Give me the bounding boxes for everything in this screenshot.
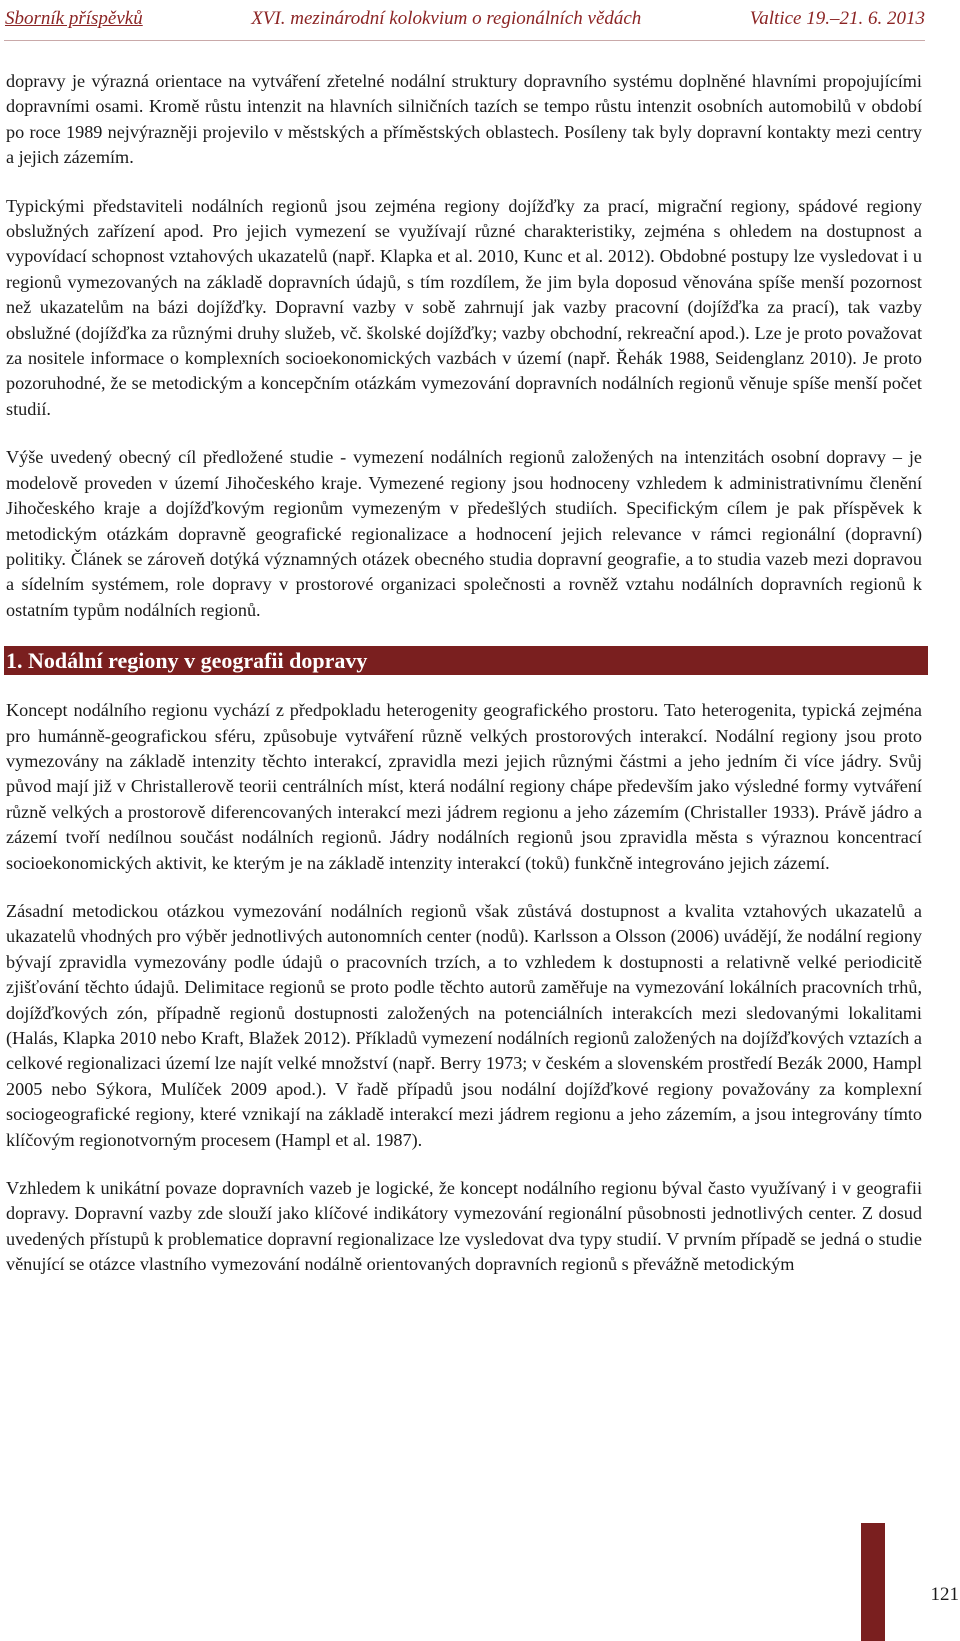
running-header [5, 7, 925, 31]
article-body [6, 69, 922, 1278]
header-colloquium-title: XVI. mezinárodní kolokvium o regionálních vědách [251, 8, 642, 29]
header-venue-date: Valtice 19.–21. 6. 2013 [749, 8, 925, 29]
decorative-side-bar [861, 1523, 885, 1641]
body-paragraph: Typickými představiteli nodálních regionů jsou zejména regiony dojížďky za prací, migrační regiony, spádové regiony obslužných zařízení apod. Pro jejich vymezení se využívají různé charakteristiky, zejména s ohledem na dostupnost a vypovídací schopnost vztahových ukazatelů (např. Klapka et al. 2010, Kunc et al. 2012). Obdobné postupy lze vysledovat i u regionů vymezovaných na základě dopravních údajů, s tím rozdílem, že jim byla doposud věnována spíše menší pozornost než ukazatelům na bázi dojížďky. Dopravní vazby v sobě zahrnují jak vazby pracovní (dojížďka za prací), tak vazby obslužné (dojížďka za různými druhy služeb, vč. školské dojížďky; vazby obchodní, rekreační apod.). Lze je proto považovat za nositele informace o komplexních socioekonomických vazbách v území (např. Řehák 1988, Seidenglanz 2010). Je proto pozoruhodné, že se metodickým a koncepčním otázkám vymezování dopravních nodálních regionů věnuje spíše menší počet studií. [6, 195, 922, 419]
body-paragraph: dopravy je výrazná orientace na vytváření zřetelné nodální struktury dopravního systému doplněné hlavními propojujícími dopravními osami. Kromě růstu intenzit na hlavních silničních tazích se tempo růstu intenzit osobních automobilů v období po roce 1989 nejvýrazněji projevilo v městských a příměstských oblastech. Posíleny tak byly dopravní kontakty mezi centry a jejich zázemím. [6, 71, 922, 168]
body-paragraph: Výše uvedený obecný cíl předložené studie - vymezení nodálních regionů založených na intenzitách osobní dopravy – je modelově proveden v území Jihočeského kraje. Vymezené regiony jsou hodnoceny vzhledem k administrativnímu členění Jihočeského kraje a dojížďkovým regionům vymezeným v předešlých studiích. Specifickým cílem je pak příspěvek k metodickým otázkám dopravně geografické regionalizace a hodnocení jejich relevance v rámci regionální (dopravní) politiky. Článek se zároveň dotýká významných otázek obecného studia dopravní geografie, a to studia vazeb mezi dopravou a sídelním systémem, role dopravy v prostorové organizaci společnosti a rovněž vztahu nodálních dopravních regionů k ostatním typům nodálních regionů. [6, 447, 922, 620]
section-heading: 1. Nodální regiony v geografii dopravy [4, 646, 928, 675]
body-paragraph: Vzhledem k unikátní povaze dopravních vazeb je logické, že koncept nodálního regionu býval často využívaný i v geografii dopravy. Dopravní vazby zde slouží jako klíčové indikátory vymezování regionální působnosti jednotlivých center. Z dosud uvedených přístupů k problematice dopravní regionalizace lze vysledovat dva typy studií. V prvním případě se jedná o studie věnující se otázce vlastního vymezování nodálně orientovaných dopravních regionů s převážně metodickým [6, 1178, 922, 1275]
header-proceedings-title: Sborník příspěvků [5, 8, 143, 29]
page-number: 121 [930, 1584, 959, 1605]
body-paragraph: Koncept nodálního regionu vychází z předpokladu heterogenity geografického prostoru. Tato heterogenita, typická zejména pro humánně-geografickou sféru, způsobuje vytváření různě velkých prostorových interakcí. Nodální regiony jsou proto vymezovány na základě intenzity těchto interakcí, zpravidla mezi jejich různými částmi a jeho jedním či více jádry. Svůj původ mají již v Christallerově teorii centrálních míst, která nodální regiony chápe především jako výsledné formy vytváření různě velkých a prostorově diferencovaných interakcí mezi jádrem regionu a jeho zázemím (Christaller 1933). Právě jádro a zázemí tvoří nedílnou součást nodálních regionů. Jádry nodálních regionů jsou zpravidla města s výraznou koncentrací socioekonomických aktivit, ke kterým je na základě intenzity interakcí (toků) funkčně integrováno jejich zázemí. [6, 700, 922, 873]
header-divider [4, 40, 925, 41]
body-paragraph: Zásadní metodickou otázkou vymezování nodálních regionů však zůstává dostupnost a kvalita vztahových ukazatelů a ukazatelů vhodných pro výběr jednotlivých autonomních center (nodů). Karlsson a Olsson (2006) uvádějí, že nodální regiony bývají zpravidla vymezovány podle údajů o pracovních trzích, a to vzhledem k dostupnosti a relativně velké periodicitě zjišťování těchto údajů. Delimitace regionů se proto podle těchto autorů zaměřuje na vymezování lokálních pracovních trhů, dojížďkových zón, případně regionů dostupnosti založených na potenciálních interakcích mezi sledovanými lokalitami (Halás, Klapka 2010 nebo Kraft, Blažek 2012). Příkladů vymezení nodálních regionů založených na dojížďkových vztazích a celkové regionalizaci území lze najít velké množství (např. Berry 1973; v českém a slovenském prostředí Bezák 2000, Hampl 2005 nebo Sýkora, Mulíček 2009 apod.). V řadě případů jsou nodální dojížďkové regiony považovány za komplexní sociogeografické regiony, které vznikají na základě interakcí mezi jádrem regionu a jeho zázemím, a jsou integrovány tímto klíčovým regionotvorným procesem (Hampl et al. 1987). [6, 900, 922, 1150]
